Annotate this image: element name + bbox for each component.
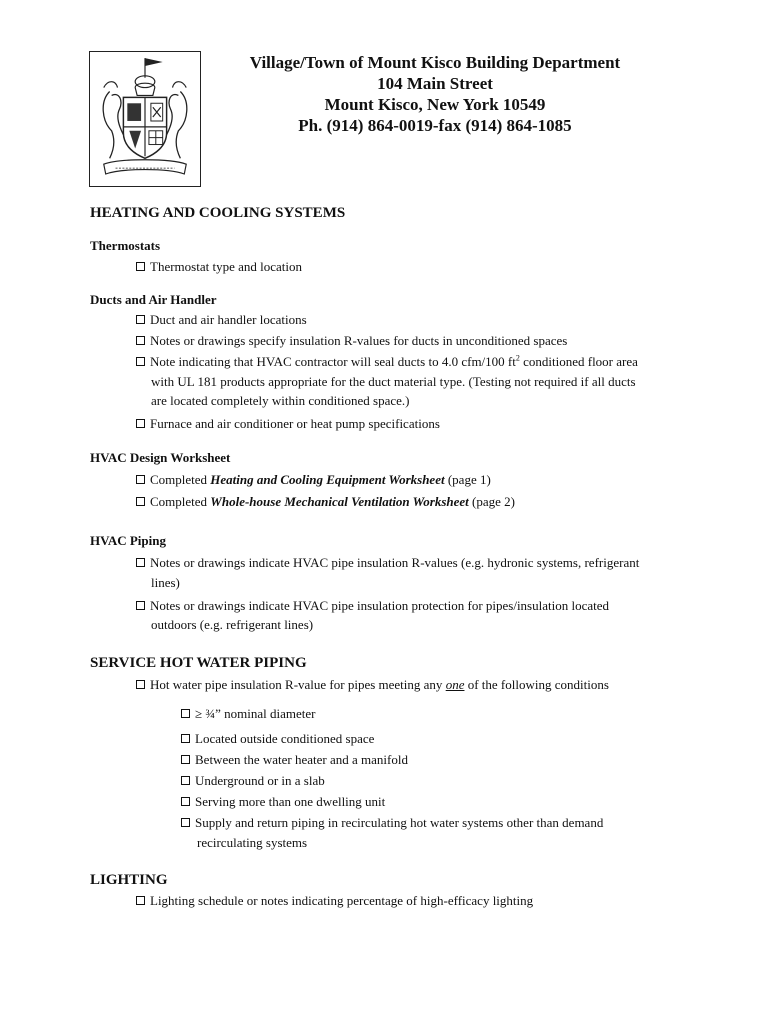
- ducts-heading: Ducts and Air Handler: [90, 292, 217, 307]
- phone-fax: Ph. (914) 864-0019-fax (914) 864-1085: [298, 116, 572, 135]
- checkbox[interactable]: [181, 709, 190, 718]
- checklist-item-continued: outdoors (e.g. refrigerant lines): [151, 617, 314, 632]
- checkbox[interactable]: [136, 896, 145, 905]
- checklist-item-continued: are located completely within conditioned space.): [151, 393, 410, 408]
- street-address: 104 Main Street: [377, 74, 493, 93]
- checkbox[interactable]: [136, 601, 145, 610]
- heating-cooling-title: HEATING AND COOLING SYSTEMS: [90, 205, 346, 221]
- checkbox[interactable]: [181, 755, 190, 764]
- checkbox[interactable]: [136, 475, 145, 484]
- department-name: Village/Town of Mount Kisco Building Department: [249, 53, 621, 72]
- coat-of-arms-seal-icon: [90, 52, 200, 186]
- checkbox[interactable]: [136, 336, 145, 345]
- checklist-item: Notes or drawings indicate HVAC pipe insulation protection for pipes/insulation located: [136, 596, 609, 616]
- checklist-subitem: Serving more than one dwelling unit: [181, 792, 385, 812]
- hvac-piping-heading: HVAC Piping: [90, 533, 166, 548]
- checklist-item: Notes or drawings specify insulation R-values for ducts in unconditioned spaces: [136, 331, 567, 351]
- checklist-subitem: Underground or in a slab: [181, 771, 325, 791]
- checkbox[interactable]: [136, 419, 145, 428]
- checklist-item: Completed Whole-house Mechanical Ventilation Worksheet (page 2): [136, 492, 515, 512]
- checklist-item: Furnace and air conditioner or heat pump specifications: [136, 414, 440, 434]
- checkbox[interactable]: [136, 262, 145, 271]
- checkbox[interactable]: [181, 734, 190, 743]
- hot-water-title: SERVICE HOT WATER PIPING: [90, 655, 307, 671]
- checklist-item: Notes or drawings indicate HVAC pipe insulation R-values (e.g. hydronic systems, refrigerant: [136, 553, 639, 573]
- checklist-subitem: ≥ ¾” nominal diameter: [181, 704, 316, 724]
- checkbox[interactable]: [136, 680, 145, 689]
- checklist-subitem: Supply and return piping in recirculating hot water systems other than demand: [181, 813, 603, 833]
- lighting-title: LIGHTING: [90, 872, 168, 888]
- city-state-zip: Mount Kisco, New York 10549: [324, 95, 546, 114]
- checklist-item: Lighting schedule or notes indicating percentage of high-efficacy lighting: [136, 891, 533, 911]
- checklist-subitem: Between the water heater and a manifold: [181, 750, 408, 770]
- checkbox[interactable]: [181, 776, 190, 785]
- checklist-item-continued: with UL 181 products appropriate for the duct material type. (Testing not required if all ducts: [151, 374, 636, 389]
- checklist-subitem: Located outside conditioned space: [181, 729, 374, 749]
- checklist-item: Completed Heating and Cooling Equipment Worksheet (page 1): [136, 470, 491, 490]
- thermostats-heading: Thermostats: [90, 238, 161, 253]
- checkbox[interactable]: [136, 497, 145, 506]
- checklist-item: Thermostat type and location: [136, 257, 302, 277]
- checkbox[interactable]: [181, 797, 190, 806]
- checkbox[interactable]: [136, 357, 145, 366]
- checklist-item-continued: lines): [151, 575, 180, 590]
- village-seal: [89, 51, 201, 187]
- checklist-item: Duct and air handler locations: [136, 310, 307, 330]
- checkbox[interactable]: [181, 818, 190, 827]
- checklist-subitem-continued: recirculating systems: [197, 835, 308, 850]
- checklist-item: Hot water pipe insulation R-value for pipes meeting any one of the following conditions: [136, 675, 609, 695]
- checkbox[interactable]: [136, 315, 145, 324]
- checkbox[interactable]: [136, 558, 145, 567]
- worksheet-heading: HVAC Design Worksheet: [90, 450, 231, 465]
- department-header: [200, 52, 670, 136]
- checklist-item: Note indicating that HVAC contractor will seal ducts to 4.0 cfm/100 $ft^2$ conditioned floor area: [136, 352, 638, 372]
